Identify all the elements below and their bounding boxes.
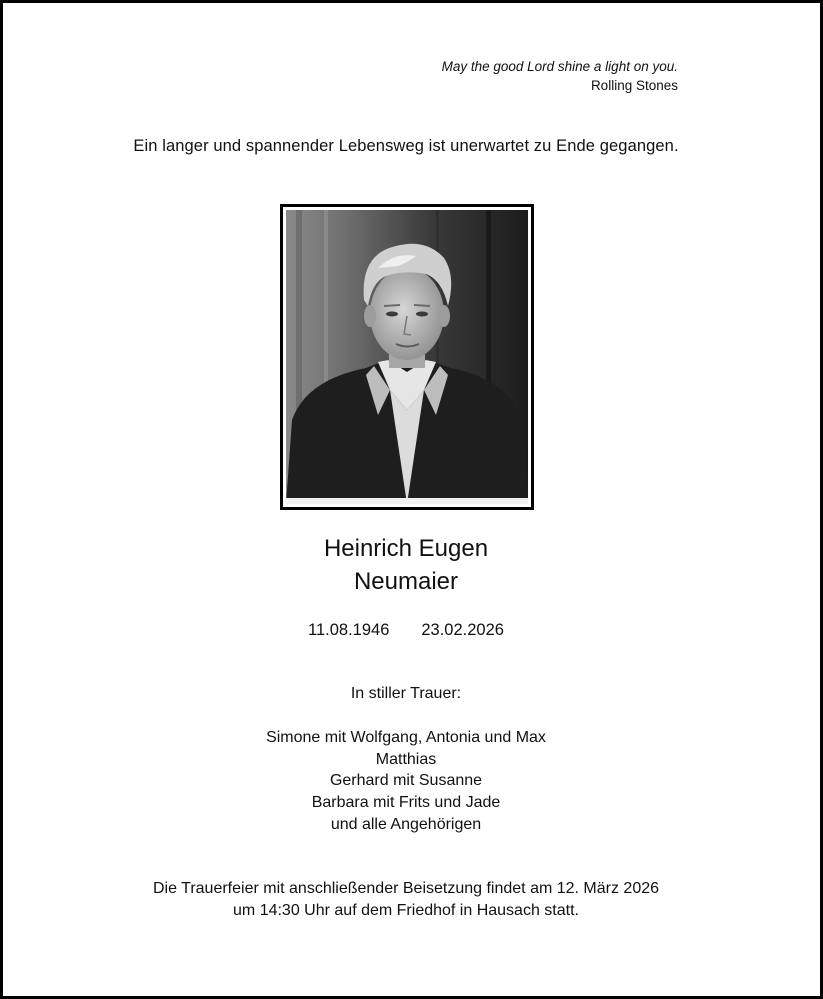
life-dates (3, 621, 809, 640)
mourners-list (3, 727, 809, 836)
deceased-first-names: Heinrich Eugen (323, 535, 489, 562)
service-line-2: um 14:30 Uhr auf dem Friedhof in Hausach statt. (233, 902, 579, 919)
portrait-photo (280, 204, 534, 510)
death-date: 23.02.2026 (421, 621, 504, 639)
deceased-last-name: Neumaier (353, 568, 459, 595)
mourning-heading: In stiller Trauer: (350, 685, 462, 702)
deceased-name (3, 532, 809, 598)
birth-date: 11.08.1946 (308, 621, 390, 639)
epigraph-author: Rolling Stones (590, 78, 678, 93)
epigraph (442, 58, 678, 95)
portrait-image (286, 210, 528, 504)
mourner-line: Matthias (375, 750, 437, 768)
mourner-line: Gerhard mit Susanne (329, 772, 483, 790)
funeral-service-notice (3, 878, 809, 922)
epigraph-text: May the good Lord shine a light on you. (441, 59, 678, 74)
service-line-1: Die Trauerfeier mit anschließender Beisetzung findet am 12. März 2026 (152, 880, 660, 897)
intro-sentence: Ein langer und spannender Lebensweg ist unerwartet zu Ende gegangen. (133, 137, 679, 155)
mourner-line: Barbara mit Frits und Jade (311, 794, 501, 812)
mourner-line: Simone mit Wolfgang, Antonia und Max (266, 729, 546, 746)
mourner-line: und alle Angehörigen (330, 815, 482, 833)
